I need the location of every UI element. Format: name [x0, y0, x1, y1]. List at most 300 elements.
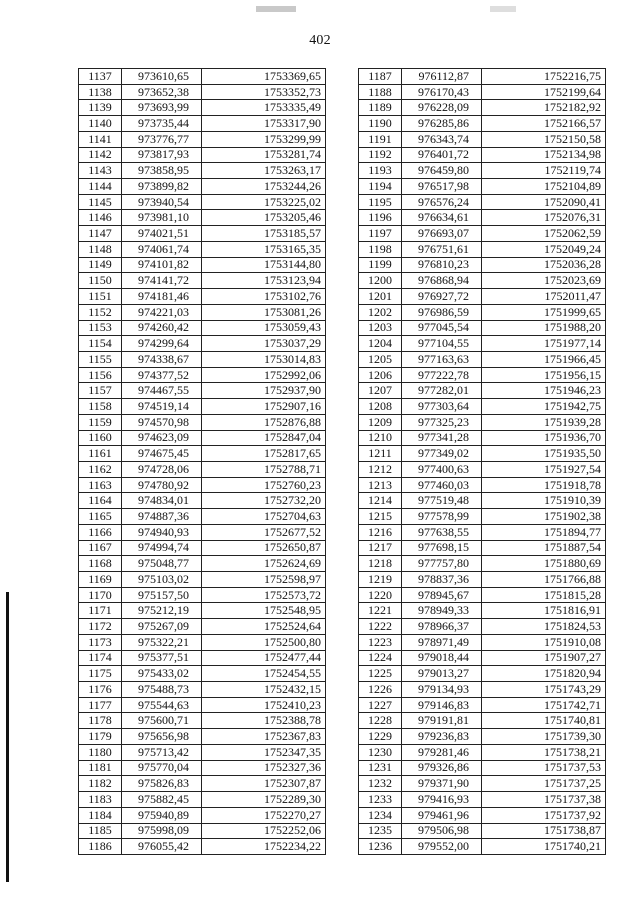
table-row [359, 697, 606, 713]
x-coordinate-cell: 975600,71 [122, 713, 202, 729]
y-coordinate-cell: 1751816,91 [482, 603, 606, 619]
y-coordinate-cell: 1752788,71 [202, 461, 326, 477]
table-row [359, 634, 606, 650]
point-number-cell: 1222 [359, 619, 402, 635]
table-row [79, 336, 326, 352]
table-row [359, 69, 606, 85]
y-coordinate-cell: 1752548,95 [202, 603, 326, 619]
x-coordinate-cell: 973858,95 [122, 163, 202, 179]
x-coordinate-cell: 978837,36 [402, 572, 482, 588]
x-coordinate-cell: 975212,19 [122, 603, 202, 619]
point-number-cell: 1210 [359, 430, 402, 446]
point-number-cell: 1185 [79, 823, 122, 839]
y-coordinate-cell: 1752573,72 [202, 587, 326, 603]
x-coordinate-cell: 978966,37 [402, 619, 482, 635]
y-coordinate-cell: 1752252,06 [202, 823, 326, 839]
x-coordinate-cell: 976927,72 [402, 289, 482, 305]
point-number-cell: 1217 [359, 540, 402, 556]
y-coordinate-cell: 1751738,21 [482, 744, 606, 760]
table-row [79, 729, 326, 745]
y-coordinate-cell: 1751824,53 [482, 619, 606, 635]
table-row [359, 304, 606, 320]
point-number-cell: 1192 [359, 147, 402, 163]
point-number-cell: 1225 [359, 666, 402, 682]
table-row [359, 839, 606, 855]
x-coordinate-cell: 975322,21 [122, 634, 202, 650]
point-number-cell: 1202 [359, 304, 402, 320]
point-number-cell: 1199 [359, 257, 402, 273]
table-row [79, 383, 326, 399]
x-coordinate-cell: 974834,01 [122, 493, 202, 509]
point-number-cell: 1172 [79, 619, 122, 635]
table-row [359, 399, 606, 415]
x-coordinate-cell: 975103,02 [122, 572, 202, 588]
x-coordinate-cell: 974467,55 [122, 383, 202, 399]
table-row [79, 446, 326, 462]
y-coordinate-cell: 1752199,64 [482, 84, 606, 100]
x-coordinate-cell: 974338,67 [122, 351, 202, 367]
table-row [359, 163, 606, 179]
point-number-cell: 1147 [79, 226, 122, 242]
x-coordinate-cell: 975488,73 [122, 682, 202, 698]
table-row [79, 131, 326, 147]
point-number-cell: 1207 [359, 383, 402, 399]
y-coordinate-cell: 1751935,50 [482, 446, 606, 462]
table-row [79, 163, 326, 179]
x-coordinate-cell: 977638,55 [402, 524, 482, 540]
y-coordinate-cell: 1752347,35 [202, 744, 326, 760]
y-coordinate-cell: 1751887,54 [482, 540, 606, 556]
point-number-cell: 1204 [359, 336, 402, 352]
y-coordinate-cell: 1751737,92 [482, 807, 606, 823]
point-number-cell: 1140 [79, 116, 122, 132]
x-coordinate-cell: 979236,83 [402, 729, 482, 745]
point-number-cell: 1234 [359, 807, 402, 823]
x-coordinate-cell: 974221,03 [122, 304, 202, 320]
point-number-cell: 1197 [359, 226, 402, 242]
x-coordinate-cell: 974021,51 [122, 226, 202, 242]
y-coordinate-cell: 1752150,58 [482, 131, 606, 147]
x-coordinate-cell: 978945,67 [402, 587, 482, 603]
table-row [79, 634, 326, 650]
x-coordinate-cell: 975770,04 [122, 760, 202, 776]
y-coordinate-cell: 1752937,90 [202, 383, 326, 399]
y-coordinate-cell: 1752049,24 [482, 241, 606, 257]
x-coordinate-cell: 974570,98 [122, 414, 202, 430]
y-coordinate-cell: 1751988,20 [482, 320, 606, 336]
y-coordinate-cell: 1752432,15 [202, 682, 326, 698]
table-row [359, 461, 606, 477]
table-row [359, 131, 606, 147]
point-number-cell: 1178 [79, 713, 122, 729]
table-row [359, 713, 606, 729]
table-row [79, 697, 326, 713]
table-row [359, 273, 606, 289]
y-coordinate-cell: 1753205,46 [202, 210, 326, 226]
x-coordinate-cell: 975048,77 [122, 556, 202, 572]
x-coordinate-cell: 974141,72 [122, 273, 202, 289]
table-row [79, 69, 326, 85]
x-coordinate-cell: 979191,81 [402, 713, 482, 729]
y-coordinate-cell: 1751737,38 [482, 792, 606, 808]
table-row [79, 179, 326, 195]
y-coordinate-cell: 1752477,44 [202, 650, 326, 666]
point-number-cell: 1205 [359, 351, 402, 367]
table-row [79, 572, 326, 588]
table-row [79, 84, 326, 100]
y-coordinate-cell: 1752216,75 [482, 69, 606, 85]
table-row [359, 241, 606, 257]
table-row [79, 603, 326, 619]
point-number-cell: 1235 [359, 823, 402, 839]
x-coordinate-cell: 976343,74 [402, 131, 482, 147]
y-coordinate-cell: 1751942,75 [482, 399, 606, 415]
table-row [359, 383, 606, 399]
table-row [359, 744, 606, 760]
table-row [79, 744, 326, 760]
x-coordinate-cell: 975882,45 [122, 792, 202, 808]
table-row [79, 792, 326, 808]
x-coordinate-cell: 975377,51 [122, 650, 202, 666]
y-coordinate-cell: 1752119,74 [482, 163, 606, 179]
table-row [79, 666, 326, 682]
point-number-cell: 1188 [359, 84, 402, 100]
table-row [359, 179, 606, 195]
table-row [359, 446, 606, 462]
y-coordinate-cell: 1753144,80 [202, 257, 326, 273]
x-coordinate-cell: 977303,64 [402, 399, 482, 415]
table-row [79, 147, 326, 163]
x-coordinate-cell: 973940,54 [122, 194, 202, 210]
table-row [79, 320, 326, 336]
y-coordinate-cell: 1751820,94 [482, 666, 606, 682]
x-coordinate-cell: 978971,49 [402, 634, 482, 650]
margin-bar [6, 592, 9, 882]
table-row [79, 477, 326, 493]
x-coordinate-cell: 975433,02 [122, 666, 202, 682]
table-row [359, 226, 606, 242]
point-number-cell: 1209 [359, 414, 402, 430]
point-number-cell: 1196 [359, 210, 402, 226]
table-row [79, 289, 326, 305]
y-coordinate-cell: 1752023,69 [482, 273, 606, 289]
table-row [79, 461, 326, 477]
x-coordinate-cell: 974728,06 [122, 461, 202, 477]
table-row [359, 619, 606, 635]
y-coordinate-cell: 1751936,70 [482, 430, 606, 446]
y-coordinate-cell: 1752270,27 [202, 807, 326, 823]
point-number-cell: 1232 [359, 776, 402, 792]
y-coordinate-cell: 1752677,52 [202, 524, 326, 540]
y-coordinate-cell: 1752062,59 [482, 226, 606, 242]
point-number-cell: 1214 [359, 493, 402, 509]
point-number-cell: 1220 [359, 587, 402, 603]
point-number-cell: 1216 [359, 524, 402, 540]
y-coordinate-cell: 1751977,14 [482, 336, 606, 352]
point-number-cell: 1159 [79, 414, 122, 430]
y-coordinate-cell: 1751766,88 [482, 572, 606, 588]
x-coordinate-cell: 976751,61 [402, 241, 482, 257]
point-number-cell: 1142 [79, 147, 122, 163]
point-number-cell: 1191 [359, 131, 402, 147]
x-coordinate-cell: 974377,52 [122, 367, 202, 383]
point-number-cell: 1161 [79, 446, 122, 462]
x-coordinate-cell: 977578,99 [402, 509, 482, 525]
y-coordinate-cell: 1751880,69 [482, 556, 606, 572]
x-coordinate-cell: 975998,09 [122, 823, 202, 839]
point-number-cell: 1145 [79, 194, 122, 210]
point-number-cell: 1150 [79, 273, 122, 289]
y-coordinate-cell: 1752327,36 [202, 760, 326, 776]
point-number-cell: 1174 [79, 650, 122, 666]
point-number-cell: 1221 [359, 603, 402, 619]
x-coordinate-cell: 978949,33 [402, 603, 482, 619]
y-coordinate-cell: 1751737,53 [482, 760, 606, 776]
table-row [359, 84, 606, 100]
x-coordinate-cell: 979326,86 [402, 760, 482, 776]
y-coordinate-cell: 1752454,55 [202, 666, 326, 682]
y-coordinate-cell: 1751910,08 [482, 634, 606, 650]
table-row [359, 823, 606, 839]
x-coordinate-cell: 975544,63 [122, 697, 202, 713]
x-coordinate-cell: 977757,80 [402, 556, 482, 572]
point-number-cell: 1201 [359, 289, 402, 305]
table-row [79, 367, 326, 383]
y-coordinate-cell: 1752876,88 [202, 414, 326, 430]
y-coordinate-cell: 1753185,57 [202, 226, 326, 242]
y-coordinate-cell: 1751918,78 [482, 477, 606, 493]
table-row [359, 116, 606, 132]
x-coordinate-cell: 974299,64 [122, 336, 202, 352]
point-number-cell: 1203 [359, 320, 402, 336]
y-coordinate-cell: 1753225,02 [202, 194, 326, 210]
table-row [359, 194, 606, 210]
y-coordinate-cell: 1752410,23 [202, 697, 326, 713]
table-row [79, 760, 326, 776]
y-coordinate-cell: 1751894,77 [482, 524, 606, 540]
table-row [359, 147, 606, 163]
y-coordinate-cell: 1752760,23 [202, 477, 326, 493]
point-number-cell: 1230 [359, 744, 402, 760]
y-coordinate-cell: 1752704,63 [202, 509, 326, 525]
y-coordinate-cell: 1751739,30 [482, 729, 606, 745]
table-row [359, 351, 606, 367]
point-number-cell: 1219 [359, 572, 402, 588]
point-number-cell: 1213 [359, 477, 402, 493]
y-coordinate-cell: 1753317,90 [202, 116, 326, 132]
x-coordinate-cell: 976285,86 [402, 116, 482, 132]
table-row [79, 713, 326, 729]
x-coordinate-cell: 977104,55 [402, 336, 482, 352]
point-number-cell: 1212 [359, 461, 402, 477]
x-coordinate-cell: 977163,63 [402, 351, 482, 367]
point-number-cell: 1194 [359, 179, 402, 195]
point-number-cell: 1175 [79, 666, 122, 682]
point-number-cell: 1176 [79, 682, 122, 698]
page-number: 402 [309, 33, 331, 48]
x-coordinate-cell: 979013,27 [402, 666, 482, 682]
x-coordinate-cell: 976576,24 [402, 194, 482, 210]
table-row [79, 351, 326, 367]
table-row [79, 682, 326, 698]
table-row [79, 839, 326, 855]
y-coordinate-cell: 1752367,83 [202, 729, 326, 745]
table-row [359, 556, 606, 572]
y-coordinate-cell: 1752036,28 [482, 257, 606, 273]
point-number-cell: 1236 [359, 839, 402, 855]
y-coordinate-cell: 1752090,41 [482, 194, 606, 210]
y-coordinate-cell: 1752134,98 [482, 147, 606, 163]
point-number-cell: 1228 [359, 713, 402, 729]
table-row [359, 257, 606, 273]
x-coordinate-cell: 973899,82 [122, 179, 202, 195]
table-row [359, 367, 606, 383]
y-coordinate-cell: 1752307,87 [202, 776, 326, 792]
x-coordinate-cell: 979134,93 [402, 682, 482, 698]
point-number-cell: 1224 [359, 650, 402, 666]
x-coordinate-cell: 976055,42 [122, 839, 202, 855]
x-coordinate-cell: 976459,80 [402, 163, 482, 179]
x-coordinate-cell: 976228,09 [402, 100, 482, 116]
table-row [359, 760, 606, 776]
table-row [79, 807, 326, 823]
point-number-cell: 1195 [359, 194, 402, 210]
y-coordinate-cell: 1752388,78 [202, 713, 326, 729]
point-number-cell: 1149 [79, 257, 122, 273]
x-coordinate-cell: 974940,93 [122, 524, 202, 540]
x-coordinate-cell: 975157,50 [122, 587, 202, 603]
point-number-cell: 1157 [79, 383, 122, 399]
table-row [79, 241, 326, 257]
table-row [359, 493, 606, 509]
point-number-cell: 1138 [79, 84, 122, 100]
y-coordinate-cell: 1752076,31 [482, 210, 606, 226]
x-coordinate-cell: 975826,83 [122, 776, 202, 792]
table-row [359, 336, 606, 352]
point-number-cell: 1148 [79, 241, 122, 257]
y-coordinate-cell: 1752992,06 [202, 367, 326, 383]
point-number-cell: 1156 [79, 367, 122, 383]
x-coordinate-cell: 977698,15 [402, 540, 482, 556]
y-coordinate-cell: 1752650,87 [202, 540, 326, 556]
y-coordinate-cell: 1751966,45 [482, 351, 606, 367]
x-coordinate-cell: 973652,38 [122, 84, 202, 100]
x-coordinate-cell: 977400,63 [402, 461, 482, 477]
y-coordinate-cell: 1752182,92 [482, 100, 606, 116]
y-coordinate-cell: 1751910,39 [482, 493, 606, 509]
table-row [359, 666, 606, 682]
x-coordinate-cell: 974994,74 [122, 540, 202, 556]
table-row [359, 477, 606, 493]
point-number-cell: 1227 [359, 697, 402, 713]
table-row [79, 587, 326, 603]
y-coordinate-cell: 1752907,16 [202, 399, 326, 415]
table-row [79, 210, 326, 226]
scan-artifact [256, 6, 296, 12]
point-number-cell: 1223 [359, 634, 402, 650]
point-number-cell: 1229 [359, 729, 402, 745]
y-coordinate-cell: 1753037,29 [202, 336, 326, 352]
y-coordinate-cell: 1752289,30 [202, 792, 326, 808]
x-coordinate-cell: 975656,98 [122, 729, 202, 745]
x-coordinate-cell: 973735,44 [122, 116, 202, 132]
point-number-cell: 1143 [79, 163, 122, 179]
point-number-cell: 1160 [79, 430, 122, 446]
y-coordinate-cell: 1751956,15 [482, 367, 606, 383]
table-row [79, 257, 326, 273]
table-row [359, 430, 606, 446]
table-row [79, 540, 326, 556]
point-number-cell: 1162 [79, 461, 122, 477]
point-number-cell: 1208 [359, 399, 402, 415]
table-row [79, 100, 326, 116]
y-coordinate-cell: 1751740,81 [482, 713, 606, 729]
x-coordinate-cell: 979018,44 [402, 650, 482, 666]
point-number-cell: 1226 [359, 682, 402, 698]
y-coordinate-cell: 1753352,73 [202, 84, 326, 100]
table-row [359, 540, 606, 556]
table-row [359, 509, 606, 525]
point-number-cell: 1218 [359, 556, 402, 572]
y-coordinate-cell: 1751743,29 [482, 682, 606, 698]
x-coordinate-cell: 974519,14 [122, 399, 202, 415]
point-number-cell: 1190 [359, 116, 402, 132]
point-number-cell: 1206 [359, 367, 402, 383]
point-number-cell: 1141 [79, 131, 122, 147]
y-coordinate-cell: 1752524,64 [202, 619, 326, 635]
table-row [79, 650, 326, 666]
table-row [359, 682, 606, 698]
x-coordinate-cell: 973776,77 [122, 131, 202, 147]
point-number-cell: 1198 [359, 241, 402, 257]
x-coordinate-cell: 974061,74 [122, 241, 202, 257]
y-coordinate-cell: 1753299,99 [202, 131, 326, 147]
x-coordinate-cell: 974260,42 [122, 320, 202, 336]
y-coordinate-cell: 1753244,26 [202, 179, 326, 195]
table-row [79, 524, 326, 540]
table-row [359, 587, 606, 603]
x-coordinate-cell: 977222,78 [402, 367, 482, 383]
point-number-cell: 1144 [79, 179, 122, 195]
x-coordinate-cell: 974675,45 [122, 446, 202, 462]
point-number-cell: 1183 [79, 792, 122, 808]
point-number-cell: 1154 [79, 336, 122, 352]
y-coordinate-cell: 1753165,35 [202, 241, 326, 257]
point-number-cell: 1139 [79, 100, 122, 116]
table-row [79, 226, 326, 242]
point-number-cell: 1137 [79, 69, 122, 85]
x-coordinate-cell: 977325,23 [402, 414, 482, 430]
y-coordinate-cell: 1753369,65 [202, 69, 326, 85]
y-coordinate-cell: 1751740,21 [482, 839, 606, 855]
y-coordinate-cell: 1751815,28 [482, 587, 606, 603]
y-coordinate-cell: 1751939,28 [482, 414, 606, 430]
y-coordinate-cell: 1752011,47 [482, 289, 606, 305]
point-number-cell: 1180 [79, 744, 122, 760]
x-coordinate-cell: 976986,59 [402, 304, 482, 320]
y-coordinate-cell: 1752598,97 [202, 572, 326, 588]
x-coordinate-cell: 974101,82 [122, 257, 202, 273]
table-row [79, 273, 326, 289]
point-number-cell: 1179 [79, 729, 122, 745]
point-number-cell: 1181 [79, 760, 122, 776]
table-row [359, 729, 606, 745]
y-coordinate-cell: 1751737,25 [482, 776, 606, 792]
y-coordinate-cell: 1752166,57 [482, 116, 606, 132]
y-coordinate-cell: 1751738,87 [482, 823, 606, 839]
point-number-cell: 1200 [359, 273, 402, 289]
x-coordinate-cell: 976810,23 [402, 257, 482, 273]
